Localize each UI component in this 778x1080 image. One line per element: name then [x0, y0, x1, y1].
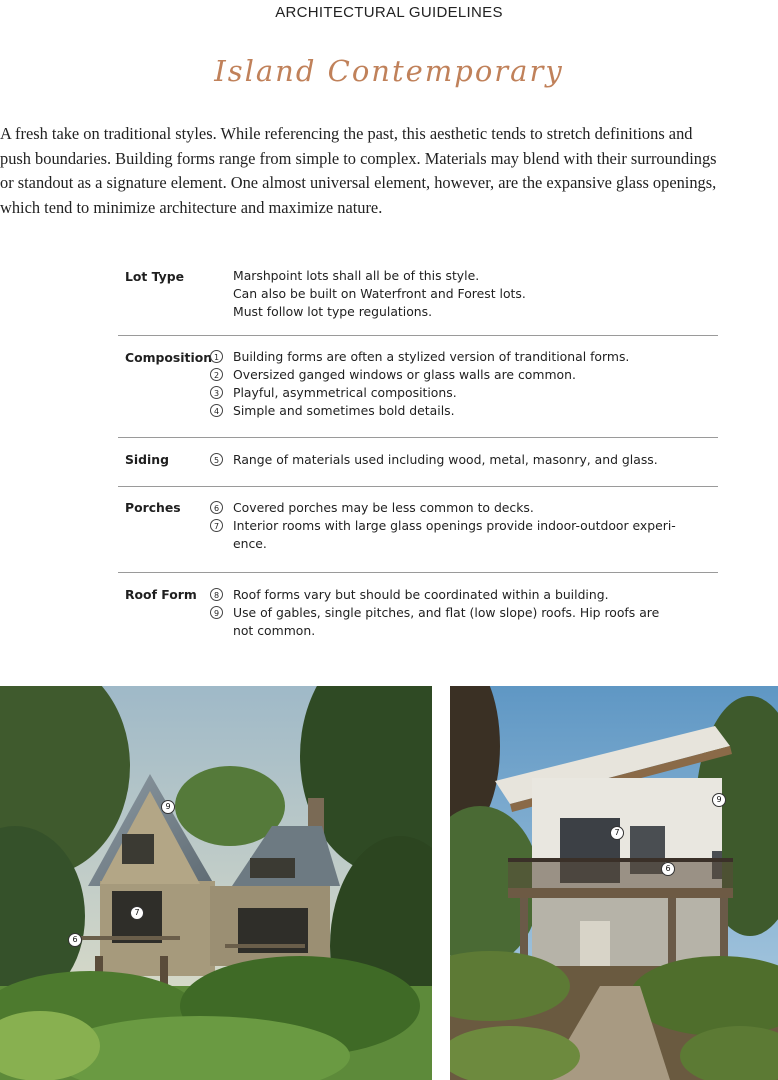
- row-label: Porches: [125, 500, 181, 515]
- intro-line: or standout as a signature element. One almost universal element, however, are the expansive glass openings,: [0, 173, 717, 192]
- item-text: Playful, asymmetrical compositions.: [233, 385, 457, 400]
- number-badge: 3: [210, 386, 223, 399]
- item-text: Building forms are often a stylized version of tranditional forms.: [233, 349, 630, 364]
- intro-line: push boundaries. Building forms range from simple to complex. Materials may blend with their surroundings: [0, 148, 717, 168]
- guidelines-table: [118, 262, 718, 651]
- number-badge: 6: [210, 501, 223, 514]
- row-text: Must follow lot type regulations.: [233, 304, 433, 319]
- list-item: [213, 451, 718, 469]
- item-text: Interior rooms with large glass openings provide indoor-outdoor experi-: [233, 518, 676, 533]
- row-body: [233, 262, 718, 321]
- list-item: [213, 348, 718, 366]
- item-text: Oversized ganged windows or glass walls are common.: [233, 367, 576, 382]
- row-body: [213, 487, 718, 553]
- number-badge: 9: [210, 606, 223, 619]
- row-body: [213, 336, 718, 420]
- intro-line: which tend to minimize architecture and maximize nature.: [0, 197, 383, 217]
- number-badge: 2: [210, 368, 223, 381]
- number-badge: 8: [210, 588, 223, 601]
- number-badge: 7: [210, 519, 223, 532]
- row-label: Composition: [125, 350, 213, 365]
- item-text: Range of materials used including wood, metal, masonry, and glass.: [233, 452, 658, 467]
- page-title: Island Contemporary: [214, 54, 564, 88]
- guideline-row-composition: [118, 336, 718, 438]
- row-body: [213, 573, 718, 640]
- row-text: Marshpoint lots shall all be of this style.: [233, 268, 480, 283]
- item-text: Roof forms vary but should be coordinated within a building.: [233, 587, 609, 602]
- list-item: [213, 366, 718, 384]
- item-text: Simple and sometimes bold details.: [233, 403, 455, 418]
- callout-marker: 6: [68, 933, 82, 947]
- item-continuation: ence.: [233, 536, 267, 551]
- callout-marker: 7: [610, 826, 624, 840]
- callout-marker: 7: [130, 906, 144, 920]
- callout-marker: 9: [161, 800, 175, 814]
- row-label: Siding: [125, 452, 169, 467]
- list-item: [213, 384, 718, 402]
- guideline-row-siding: [118, 438, 718, 487]
- list-item: [213, 499, 718, 517]
- list-item: [213, 586, 718, 604]
- callout-marker: 9: [712, 793, 726, 807]
- number-badge: 4: [210, 404, 223, 417]
- guideline-row-roof-form: [118, 573, 718, 651]
- list-item: [213, 517, 718, 535]
- item-text: Use of gables, single pitches, and flat (low slope) roofs. Hip roofs are: [233, 605, 660, 620]
- photo-gabled-house: [0, 686, 432, 1080]
- callout-marker: 6: [661, 862, 675, 876]
- list-item: [213, 402, 718, 420]
- intro-paragraph: [0, 122, 776, 220]
- row-label: Lot Type: [125, 269, 184, 284]
- item-text: Covered porches may be less common to decks.: [233, 500, 534, 515]
- number-badge: 1: [210, 350, 223, 363]
- row-body: [213, 438, 718, 469]
- list-item: [213, 604, 718, 622]
- intro-line: A fresh take on traditional styles. While referencing the past, this aesthetic tends to stretch definitions and: [0, 124, 693, 143]
- page-header: ARCHITECTURAL GUIDELINES: [275, 4, 503, 21]
- house-illustration-right: [450, 686, 778, 1080]
- number-badge: 5: [210, 453, 223, 466]
- photo-shed-roof-house: [450, 686, 778, 1080]
- row-label: Roof Form: [125, 587, 197, 602]
- guideline-row-porches: [118, 487, 718, 573]
- house-illustration-left: [0, 686, 432, 1080]
- guideline-row-lot-type: [118, 262, 718, 336]
- row-text: Can also be built on Waterfront and Forest lots.: [233, 286, 526, 301]
- item-continuation: not common.: [233, 623, 316, 638]
